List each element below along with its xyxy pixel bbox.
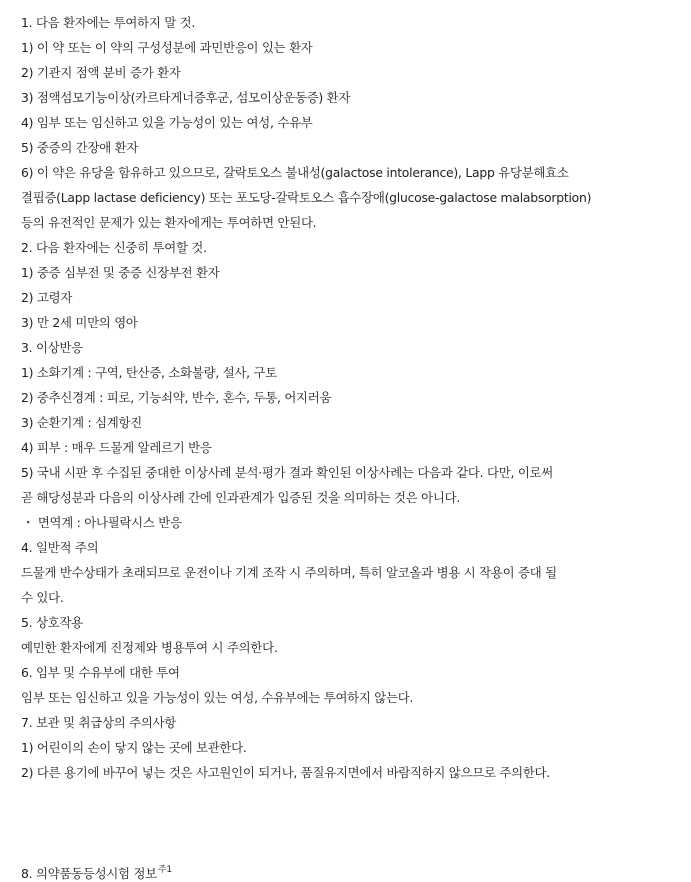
section-heading: 2. 다음 환자에는 신중히 투여할 것. (21, 240, 207, 255)
section-heading: 1. 다음 환자에는 투여하지 말 것. (21, 15, 196, 30)
section-heading: 6. 임부 및 수유부에 대한 투여 (21, 665, 180, 680)
section-heading: 3. 이상반응 (21, 340, 83, 355)
list-item: 6) 이 약은 유당을 함유하고 있으므로, 갈락토오스 불내성(galactose intolerance), Lapp 유당분해효소 (21, 165, 569, 180)
section-heading: 4. 일반적 주의 (21, 540, 99, 555)
paragraph-continuation: 수 있다. (21, 590, 64, 605)
list-item: 4) 피부 : 매우 드물게 알레르기 반응 (21, 440, 212, 455)
list-item-continuation: 등의 유전적인 문제가 있는 환자에게는 투여하면 안된다. (21, 215, 317, 230)
list-item: 3) 순환기계 : 심계항진 (21, 415, 142, 430)
paragraph: 임부 또는 임신하고 있을 가능성이 있는 여성, 수유부에는 투여하지 않는다. (21, 690, 414, 705)
footnote-marker: 주1 (157, 865, 172, 875)
section-heading: 5. 상호작용 (21, 615, 83, 630)
list-item: 2) 기관지 점액 분비 증가 환자 (21, 65, 181, 80)
paragraph: 예민한 환자에게 진정제와 병용투여 시 주의한다. (21, 640, 278, 655)
list-item: 3) 만 2세 미만의 영아 (21, 315, 138, 330)
section-heading-partial (21, 862, 172, 882)
list-item-continuation: 결핍증(Lapp lactase deficiency) 또는 포도당-갈락토오스 흡수장애(glucose-galactose malabsorption) (21, 190, 592, 205)
list-item: 5) 국내 시판 후 수집된 중대한 이상사례 분석·평가 결과 확인된 이상사례는 다음과 같다. 다만, 이로써 (21, 465, 553, 480)
list-item: 1) 중증 심부전 및 중증 신장부전 환자 (21, 265, 220, 280)
list-item: 1) 소화기계 : 구역, 탄산증, 소화불량, 설사, 구토 (21, 365, 277, 380)
list-item-continuation: 곧 해당성분과 다음의 이상사례 간에 인과관계가 입증된 것을 의미하는 것은 아니다. (21, 490, 461, 505)
list-item: 2) 고령자 (21, 290, 73, 305)
footer-heading-text: 8. 의약품동등성시험 정보 (21, 866, 157, 881)
section-heading: 7. 보관 및 취급상의 주의사항 (21, 715, 176, 730)
list-item: 3) 점액섬모기능이상(카르타게너증후군, 섬모이상운동증) 환자 (21, 90, 351, 105)
list-item: 2) 중추신경계 : 피로, 기능쇠약, 반수, 혼수, 두통, 어지러움 (21, 390, 332, 405)
bullet-item: ・ 면역계 : 아나필락시스 반응 (22, 515, 182, 530)
list-item: 2) 다른 용기에 바꾸어 넣는 것은 사고원인이 되거나, 품질유지면에서 바람직하지 않으므로 주의한다. (21, 765, 550, 780)
document-body (0, 10, 691, 785)
list-item: 4) 임부 또는 임신하고 있을 가능성이 있는 여성, 수유부 (21, 115, 313, 130)
list-item: 5) 중증의 간장애 환자 (21, 140, 139, 155)
list-item: 1) 어린이의 손이 닿지 않는 곳에 보관한다. (21, 740, 247, 755)
paragraph: 드물게 반수상태가 초래되므로 운전이나 기계 조작 시 주의하며, 특히 알코올과 병용 시 작용이 증대 될 (21, 565, 557, 580)
list-item: 1) 이 약 또는 이 약의 구성성분에 과민반응이 있는 환자 (21, 40, 313, 55)
